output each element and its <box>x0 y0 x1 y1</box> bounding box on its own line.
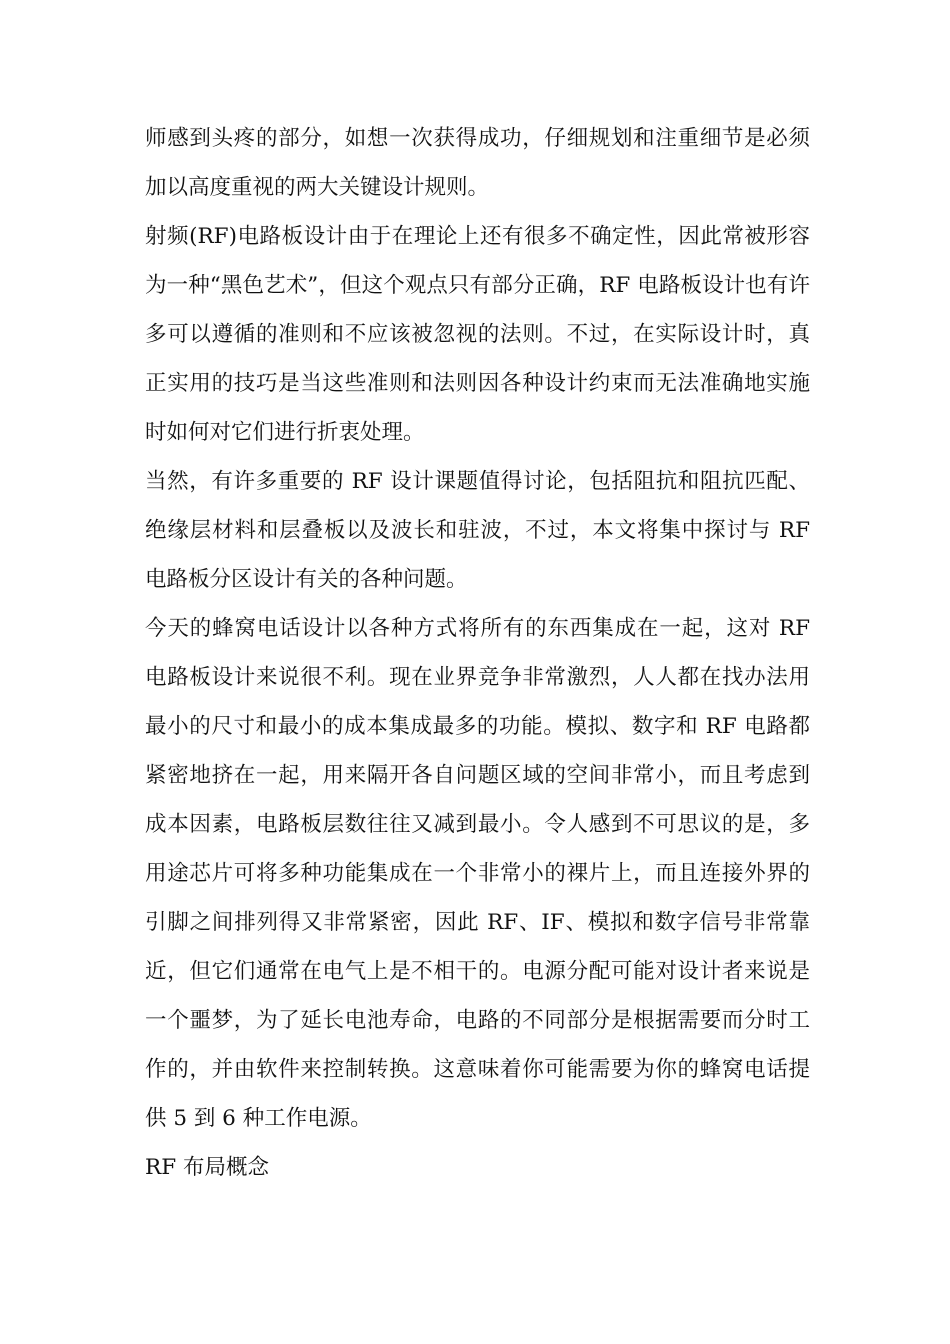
section-heading: RF 布局概念 <box>145 1155 269 1180</box>
paragraph-1: 师感到头疼的部分，如想一次获得成功，仔细规划和注重细节是必须加以高度重视的两大关键设计规则。 <box>145 126 810 200</box>
paragraph-4: 今天的蜂窝电话设计以各种方式将所有的东西集成在一起，这对 RF 电路板设计来说很不利。现在业界竞争非常激烈，人人都在找办法用最小的尺寸和最小的成本集成最多的功能。模拟、数字和 RF 电路都紧密地挤在一起，用来隔开各自问题区域的空间非常小，而且考虑到成本因素，电路板层数往往又减到最小。令人感到不可思议的是，多用途芯片可将多种功能集成在一个非常小的裸片上，而且连接外界的引脚之间排列得又非常紧密，因此 RF、IF、模拟和数字信号非常靠近，但它们通常在电气上是不相干的。电源分配可能对设计者来说是一个噩梦，为了延长电池寿命，电路的不同部分是根据需要而分时工作的，并由软件来控制转换。这意味着你可能需要为你的蜂窝电话提供 5 到 6 种工作电源。 <box>145 616 810 1131</box>
paragraph-2: 射频(RF)电路板设计由于在理论上还有很多不确定性，因此常被形容为一种“黑色艺术”，但这个观点只有部分正确，RF 电路板设计也有许多可以遵循的准则和不应该被忽视的法则。不过，在实际设计时，真正实用的技巧是当这些准则和法则因各种设计约束而无法准确地实施时如何对它们进行折衷处理。 <box>145 224 810 445</box>
document-body <box>145 114 810 1192</box>
paragraph-3: 当然，有许多重要的 RF 设计课题值得讨论，包括阻抗和阻抗匹配、绝缘层材料和层叠板以及波长和驻波，不过，本文将集中探讨与 RF 电路板分区设计有关的各种问题。 <box>145 469 810 592</box>
